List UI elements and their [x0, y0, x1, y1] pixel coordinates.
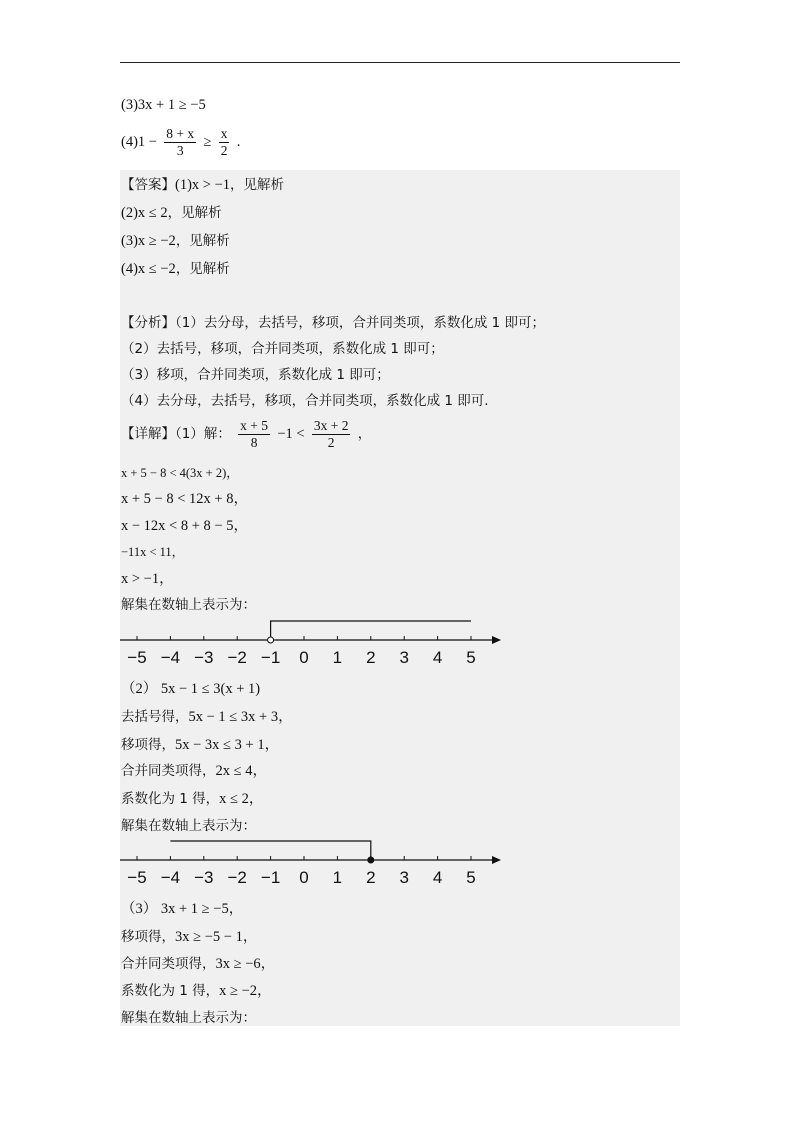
axis-tick-label: −4: [160, 648, 181, 667]
detail-part-2-step-4: 系数化为 1 得，x ≤ 2，: [121, 791, 264, 807]
axis-tick-label: −2: [227, 648, 247, 667]
answer-tag: 【答案】: [121, 177, 175, 193]
question-4-relation: ≥: [203, 134, 212, 150]
question-4-end: .: [236, 134, 241, 150]
axis-tick-label: 1: [332, 868, 343, 887]
numline-3-caption: 解集在数轴上表示为：: [121, 1010, 256, 1026]
axis-tick-label: 1: [332, 648, 343, 667]
detail-part-3-head: （3） 3x + 1 ≥ −5，: [121, 901, 244, 917]
axis-tick-label: 0: [299, 648, 309, 667]
numline-2-caption: 解集在数轴上表示为：: [121, 818, 256, 834]
closed-endpoint: [368, 857, 374, 863]
detail-step-2: x + 5 − 8 < 12x + 8，: [121, 491, 248, 507]
detail-part-2-step-1: 去括号得，5x − 1 ≤ 3x + 3，: [121, 709, 293, 725]
detail-step-5: x > −1，: [121, 571, 174, 587]
header-rule: [120, 62, 680, 63]
analysis-line-2: （2）去括号，移项，合并同类项，系数化成 1 即可；: [121, 341, 444, 357]
axis-tick-label: 0: [299, 868, 309, 887]
axis-tick-label: −2: [227, 868, 247, 887]
analysis-tag: 【分析】: [121, 315, 175, 331]
axis-tick-label: 3: [399, 868, 409, 887]
axis-tick-label: −5: [127, 868, 147, 887]
question-4-pre: 1 −: [137, 134, 157, 150]
question-4-label: (4): [121, 134, 138, 150]
number-line-2: [120, 834, 510, 904]
detail-part-2-step-3: 合并同类项得，2x ≤ 4，: [121, 763, 267, 779]
detail-part-2-step-2: 移项得，5x − 3x ≤ 3 + 1，: [121, 737, 280, 753]
analysis-line-3: （3）移项，合并同类项，系数化成 1 即可；: [121, 367, 390, 383]
open-endpoint: [268, 637, 274, 643]
axis-tick-label: −3: [194, 868, 214, 887]
answer-line-2: (2)x ≤ 2，见解析: [121, 205, 222, 221]
detail-step-4: −11x < 11，: [121, 545, 185, 559]
detail-part-3-step-3: 系数化为 1 得，x ≥ −2，: [121, 983, 272, 999]
axis-tick-label: 4: [432, 868, 443, 887]
answer-line-1: 【答案】(1)x > −1，见解析: [121, 177, 285, 193]
answer-line-4: (4)x ≤ −2，见解析: [121, 261, 230, 277]
detail-tag: 【详解】: [121, 426, 175, 442]
detail-part-3-step-2: 合并同类项得，3x ≥ −6，: [121, 956, 276, 972]
axis-tick-label: −3: [194, 648, 214, 667]
question-4-fraction-2: $\frac{x}{2}$: [220, 126, 228, 158]
question-3-expr: 3x + 1 ≥ −5: [137, 97, 206, 113]
axis-tick-label: 4: [432, 648, 443, 667]
axis-tick-label: 3: [399, 648, 409, 667]
axis-tick-label: 5: [466, 648, 476, 667]
answer-line-3: (3)x ≥ −2，见解析: [121, 233, 230, 249]
axis-tick-label: −1: [260, 868, 281, 887]
detail-step-3: x − 12x < 8 + 8 − 5，: [121, 518, 248, 534]
question-3-label: (3): [121, 97, 138, 113]
axis-tick-label: 5: [466, 868, 476, 887]
detail-line-1: 【详解】（1）解： $\frac{x + 5}{8}$ −1 < $\frac{3x + 2}{2}$ ，: [121, 418, 372, 450]
axis-tick-label: 2: [366, 868, 376, 887]
analysis-line-4: （4）去分母，去括号，移项，合并同类项，系数化成 1 即可.: [121, 393, 489, 409]
detail-part-3-step-1: 移项得，3x ≥ −5 − 1，: [121, 929, 258, 945]
axis-tick-label: −5: [127, 648, 147, 667]
detail-step-1: x + 5 − 8 < 4(3x + 2)，: [121, 466, 239, 480]
question-3: [121, 96, 206, 114]
axis-tick-label: −1: [260, 648, 281, 667]
detail-part-2-head: （2） 5x − 1 ≤ 3(x + 1): [121, 681, 261, 697]
detail-fraction-2: $\frac{3x + 2}{2}$: [313, 418, 349, 450]
axis-arrowhead: [492, 636, 501, 644]
detail-fraction-1: $\frac{x + 5}{8}$: [240, 418, 269, 450]
numline-1-caption: 解集在数轴上表示为：: [121, 597, 256, 613]
number-line-1: [120, 614, 510, 684]
analysis-line-1: 【分析】（1）去分母，去括号，移项，合并同类项，系数化成 1 即可；: [121, 315, 546, 331]
question-4-fraction-1: $\frac{8 + x}{3}$: [166, 126, 195, 158]
question-4: [121, 126, 240, 159]
axis-tick-label: 2: [366, 648, 376, 667]
axis-tick-label: −4: [160, 868, 181, 887]
axis-arrowhead: [492, 856, 501, 864]
